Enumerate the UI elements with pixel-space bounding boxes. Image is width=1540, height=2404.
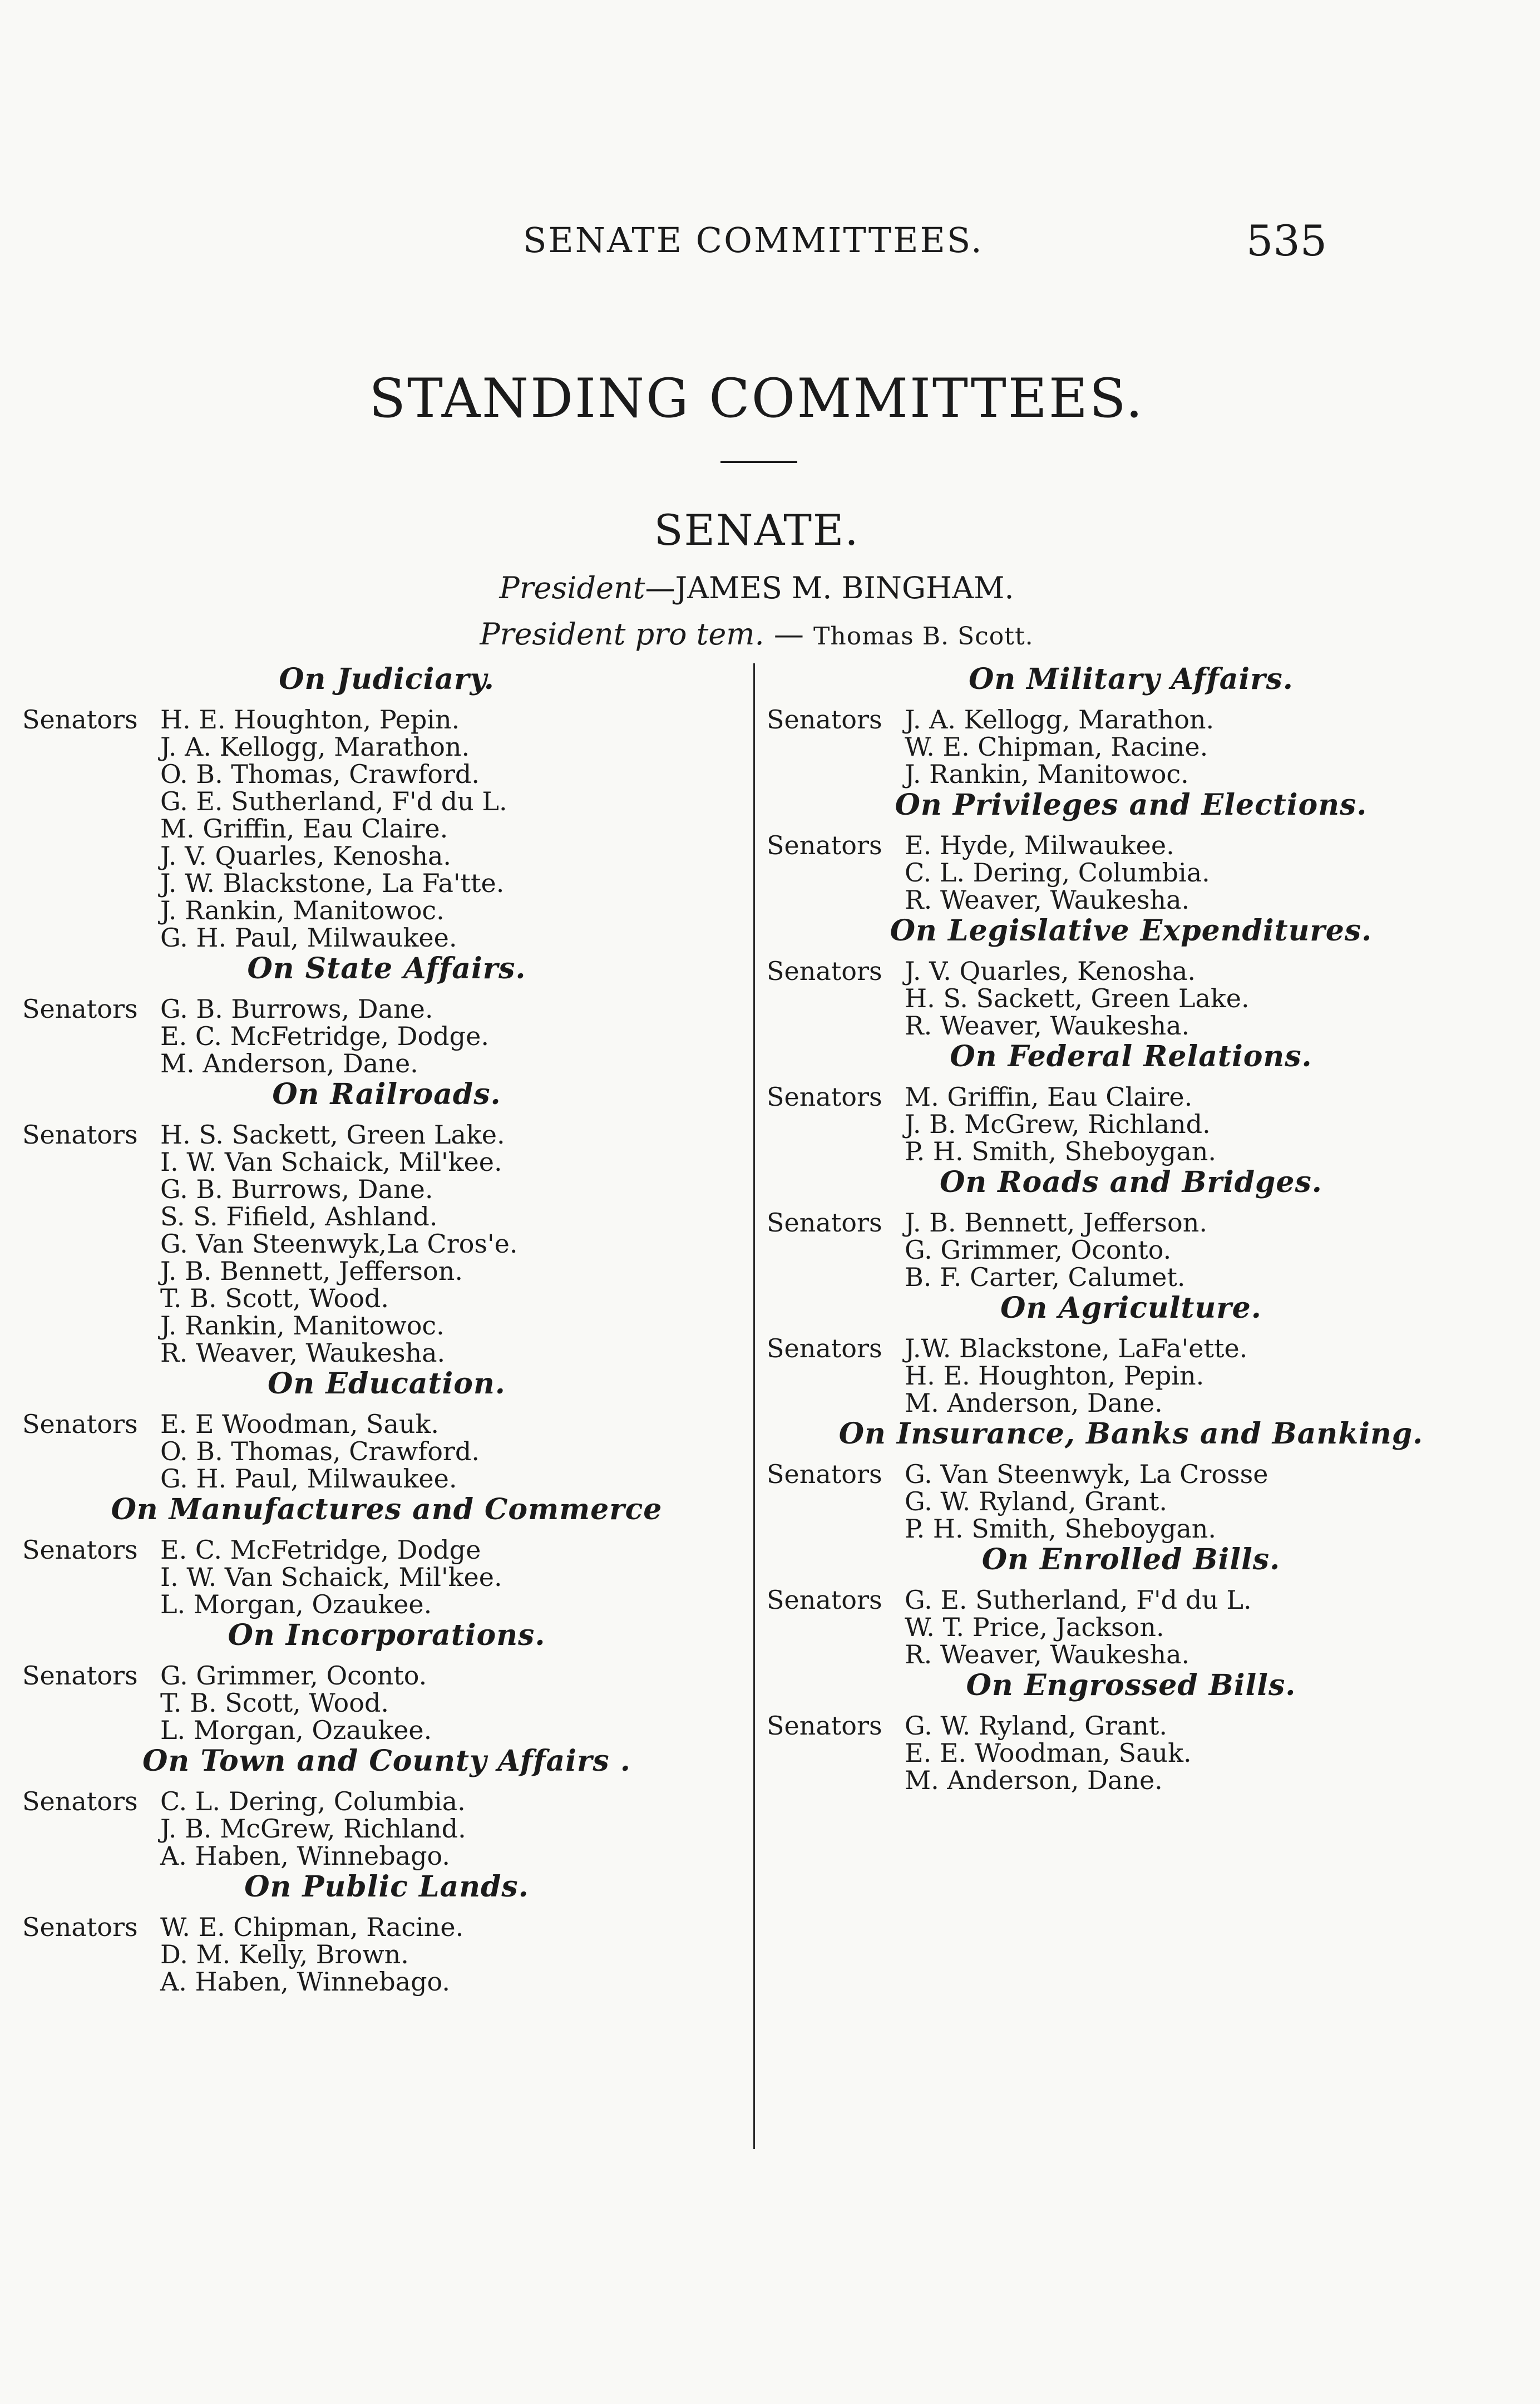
member-row — [767, 706, 1495, 733]
member-name: S. S. Fifield, Ashland. — [160, 1201, 438, 1231]
member-row — [767, 1712, 1495, 1740]
president-line — [0, 570, 1513, 605]
member-name: G. H. Paul, Milwaukee. — [160, 1464, 457, 1494]
committee-heading: On Roads and Bridges. — [940, 1165, 1322, 1199]
member-row — [22, 1717, 751, 1744]
committee-heading: On Railroads. — [272, 1077, 501, 1111]
member-row — [22, 733, 751, 761]
member-name: M. Griffin, Eau Claire. — [905, 1082, 1193, 1112]
member-name: J.W. Blackstone, LaFa'ette. — [905, 1333, 1248, 1363]
committee-block — [22, 662, 751, 952]
member-name: R. Weaver, Waukesha. — [905, 885, 1190, 915]
committee-block — [767, 1165, 1495, 1291]
officer-name: JAMES M. BINGHAM. — [675, 570, 1014, 605]
member-name: M. Anderson, Dane. — [160, 1048, 418, 1078]
member-row — [767, 859, 1495, 886]
member-name: E. C. McFetridge, Dodge. — [160, 1021, 489, 1051]
committee-heading: On Education. — [268, 1367, 506, 1401]
officer-name: Thomas B. Scott. — [813, 622, 1034, 651]
member-row — [767, 761, 1495, 788]
members-label: Senators — [767, 1459, 882, 1489]
members-label: Senators — [767, 1082, 882, 1112]
member-name: G. B. Burrows, Dane. — [160, 1174, 433, 1204]
member-name: J. Rankin, Manitowoc. — [160, 1311, 445, 1341]
member-row — [22, 1662, 751, 1689]
member-row — [22, 1230, 751, 1258]
member-name: E. Hyde, Milwaukee. — [905, 830, 1174, 860]
member-name: O. B. Thomas, Crawford. — [160, 759, 480, 789]
member-row — [767, 1083, 1495, 1111]
officer-separator: — — [764, 617, 804, 652]
members-label: Senators — [767, 830, 882, 860]
member-name: E. C. McFetridge, Dodge — [160, 1535, 481, 1565]
member-name: D. M. Kelly, Brown. — [160, 1939, 409, 1969]
member-row — [22, 843, 751, 870]
member-name: G. H. Paul, Milwaukee. — [160, 923, 457, 953]
members-label: Senators — [767, 1585, 882, 1615]
members-label: Senators — [22, 1409, 138, 1439]
president-pro-tem-line — [0, 617, 1513, 652]
member-name: R. Weaver, Waukesha. — [905, 1011, 1190, 1041]
member-row — [22, 1411, 751, 1438]
member-row — [22, 1121, 751, 1149]
member-row — [22, 1788, 751, 1815]
members-label: Senators — [22, 1786, 138, 1816]
member-name: B. F. Carter, Calumet. — [905, 1262, 1186, 1292]
member-row — [767, 1641, 1495, 1668]
members-label: Senators — [22, 1661, 138, 1691]
member-name: J. B. McGrew, Richland. — [905, 1109, 1211, 1139]
committee-heading: On Judiciary. — [279, 662, 495, 696]
page-number: 535 — [1246, 216, 1327, 265]
members-label: Senators — [22, 1912, 138, 1942]
member-name: C. L. Dering, Columbia. — [160, 1786, 466, 1816]
members-label: Senators — [22, 994, 138, 1024]
member-row — [22, 1285, 751, 1312]
member-row — [22, 1149, 751, 1176]
committee-heading: On Public Lands. — [244, 1870, 529, 1904]
member-row — [767, 1767, 1495, 1794]
member-row — [767, 1488, 1495, 1515]
member-name: J. A. Kellogg, Marathon. — [905, 705, 1215, 735]
committee-heading: On Legislative Expenditures. — [890, 914, 1373, 948]
member-name: T. B. Scott, Wood. — [160, 1283, 389, 1313]
member-row — [22, 1023, 751, 1050]
member-name: J. B. Bennett, Jefferson. — [160, 1256, 463, 1286]
member-row — [22, 1941, 751, 1968]
member-row — [767, 1461, 1495, 1488]
member-row — [22, 1815, 751, 1843]
member-row — [22, 870, 751, 897]
right-column — [767, 662, 1495, 1794]
member-row — [22, 924, 751, 952]
member-name: J. V. Quarles, Kenosha. — [160, 841, 452, 871]
committee-heading: On Insurance, Banks and Banking. — [838, 1417, 1424, 1451]
committee-heading: On State Affairs. — [247, 952, 526, 986]
member-name: W. T. Price, Jackson. — [905, 1612, 1164, 1642]
member-row — [767, 1390, 1495, 1417]
member-name: J. B. Bennett, Jefferson. — [905, 1208, 1207, 1238]
member-row — [767, 1335, 1495, 1362]
member-row — [767, 886, 1495, 914]
member-row — [767, 832, 1495, 859]
member-row — [22, 1843, 751, 1870]
committee-block — [22, 1367, 751, 1492]
member-name: L. Morgan, Ozaukee. — [160, 1589, 432, 1619]
member-name: E. E. Woodman, Sauk. — [905, 1738, 1192, 1768]
member-row — [767, 733, 1495, 761]
member-name: T. B. Scott, Wood. — [160, 1688, 389, 1718]
member-name: G. W. Ryland, Grant. — [905, 1486, 1167, 1516]
members-label: Senators — [767, 1333, 882, 1363]
committee-heading: On Incorporations. — [228, 1618, 546, 1652]
member-row — [22, 1591, 751, 1618]
member-name: W. E. Chipman, Racine. — [905, 732, 1208, 762]
member-name: E. E Woodman, Sauk. — [160, 1409, 439, 1439]
member-row — [767, 1012, 1495, 1040]
member-row — [767, 1740, 1495, 1767]
committee-block — [22, 1077, 751, 1367]
member-row — [22, 1689, 751, 1717]
member-row — [22, 1312, 751, 1339]
member-row — [767, 958, 1495, 985]
member-name: A. Haben, Winnebago. — [160, 1841, 451, 1871]
left-column — [22, 662, 751, 1996]
member-row — [22, 706, 751, 733]
committee-heading: On Engrossed Bills. — [966, 1668, 1296, 1702]
member-name: G. E. Sutherland, F'd du L. — [160, 786, 507, 816]
member-name: H. S. Sackett, Green Lake. — [905, 983, 1250, 1013]
member-row — [767, 1138, 1495, 1165]
member-name: G. Van Steenwyk,La Cros'e. — [160, 1229, 518, 1259]
member-name: G. B. Burrows, Dane. — [160, 994, 433, 1024]
committee-block — [22, 1492, 751, 1618]
committee-block — [22, 1870, 751, 1996]
members-label: Senators — [22, 705, 138, 735]
member-name: I. W. Van Schaick, Mil'kee. — [160, 1562, 502, 1592]
member-row — [767, 1264, 1495, 1291]
member-name: R. Weaver, Waukesha. — [160, 1338, 446, 1368]
member-row — [767, 1209, 1495, 1237]
member-row — [767, 1111, 1495, 1138]
member-name: C. L. Dering, Columbia. — [905, 858, 1210, 888]
officer-role: President — [499, 570, 645, 605]
member-row — [22, 996, 751, 1023]
members-label: Senators — [767, 1711, 882, 1741]
member-name: H. S. Sackett, Green Lake. — [160, 1120, 505, 1150]
member-row — [767, 1237, 1495, 1264]
member-row — [767, 1587, 1495, 1614]
member-name: M. Anderson, Dane. — [905, 1765, 1163, 1795]
member-row — [22, 761, 751, 788]
member-row — [22, 1536, 751, 1564]
committee-block — [22, 1744, 751, 1870]
committee-block — [767, 1668, 1495, 1794]
members-label: Senators — [22, 1120, 138, 1150]
member-name: J. V. Quarles, Kenosha. — [905, 956, 1196, 986]
committee-heading: On Enrolled Bills. — [981, 1543, 1281, 1577]
committee-heading: On Privileges and Elections. — [895, 788, 1368, 822]
member-row — [767, 985, 1495, 1012]
member-row — [22, 1438, 751, 1465]
members-label: Senators — [767, 1208, 882, 1238]
member-name: L. Morgan, Ozaukee. — [160, 1715, 432, 1745]
member-name: J. A. Kellogg, Marathon. — [160, 732, 470, 762]
committee-block — [767, 662, 1495, 788]
member-row — [22, 1339, 751, 1367]
member-name: J. B. McGrew, Richland. — [160, 1814, 466, 1844]
committee-block — [22, 952, 751, 1077]
member-name: G. Grimmer, Oconto. — [905, 1235, 1172, 1265]
title-rule — [720, 461, 797, 463]
committee-block — [767, 1543, 1495, 1668]
member-name: W. E. Chipman, Racine. — [160, 1912, 464, 1942]
member-name: A. Haben, Winnebago. — [160, 1967, 451, 1997]
member-row — [22, 815, 751, 843]
member-row — [767, 1515, 1495, 1543]
page-title: STANDING COMMITTEES. — [369, 367, 1144, 430]
member-row — [22, 1203, 751, 1230]
member-name: G. E. Sutherland, F'd du L. — [905, 1585, 1252, 1615]
member-row — [767, 1362, 1495, 1390]
members-label: Senators — [767, 705, 882, 735]
chamber-heading: SENATE. — [654, 505, 860, 555]
member-name: R. Weaver, Waukesha. — [905, 1639, 1190, 1669]
committee-heading: On Military Affairs. — [969, 662, 1294, 696]
running-head: SENATE COMMITTEES. — [523, 220, 984, 260]
member-name: J. Rankin, Manitowoc. — [905, 759, 1189, 789]
member-row — [22, 1465, 751, 1492]
committee-heading: On Town and County Affairs . — [142, 1744, 631, 1778]
member-name: G. Grimmer, Oconto. — [160, 1661, 427, 1691]
member-name: P. H. Smith, Sheboygan. — [905, 1514, 1217, 1544]
member-row — [22, 1258, 751, 1285]
committee-block — [767, 1291, 1495, 1417]
member-row — [22, 1968, 751, 1996]
committee-heading: On Federal Relations. — [950, 1040, 1312, 1073]
members-label: Senators — [767, 956, 882, 986]
officer-separator: — — [645, 570, 675, 605]
member-row — [22, 1176, 751, 1203]
member-name: H. E. Houghton, Pepin. — [160, 705, 460, 735]
committee-heading: On Agriculture. — [1000, 1291, 1262, 1325]
member-name: H. E. Houghton, Pepin. — [905, 1361, 1205, 1391]
committee-block — [22, 1618, 751, 1744]
member-name: G. Van Steenwyk, La Crosse — [905, 1459, 1268, 1489]
member-row — [22, 1914, 751, 1941]
member-row — [22, 1564, 751, 1591]
member-name: I. W. Van Schaick, Mil'kee. — [160, 1147, 502, 1177]
column-divider — [753, 663, 755, 2149]
member-row — [767, 1614, 1495, 1641]
committee-block — [767, 1417, 1495, 1543]
committee-block — [767, 1040, 1495, 1165]
member-name: O. B. Thomas, Crawford. — [160, 1436, 480, 1466]
committee-block — [767, 914, 1495, 1040]
member-row — [22, 788, 751, 815]
member-name: P. H. Smith, Sheboygan. — [905, 1136, 1217, 1166]
member-name: J. W. Blackstone, La Fa'tte. — [160, 868, 505, 898]
member-name: G. W. Ryland, Grant. — [905, 1711, 1167, 1741]
member-name: M. Griffin, Eau Claire. — [160, 814, 448, 844]
committee-heading: On Manufactures and Commerce — [111, 1492, 663, 1526]
member-row — [22, 1050, 751, 1077]
member-name: J. Rankin, Manitowoc. — [160, 895, 445, 925]
committee-block — [767, 788, 1495, 914]
members-label: Senators — [22, 1535, 138, 1565]
member-name: M. Anderson, Dane. — [905, 1388, 1163, 1418]
officer-role: President pro tem. — [480, 617, 764, 652]
member-row — [22, 897, 751, 924]
